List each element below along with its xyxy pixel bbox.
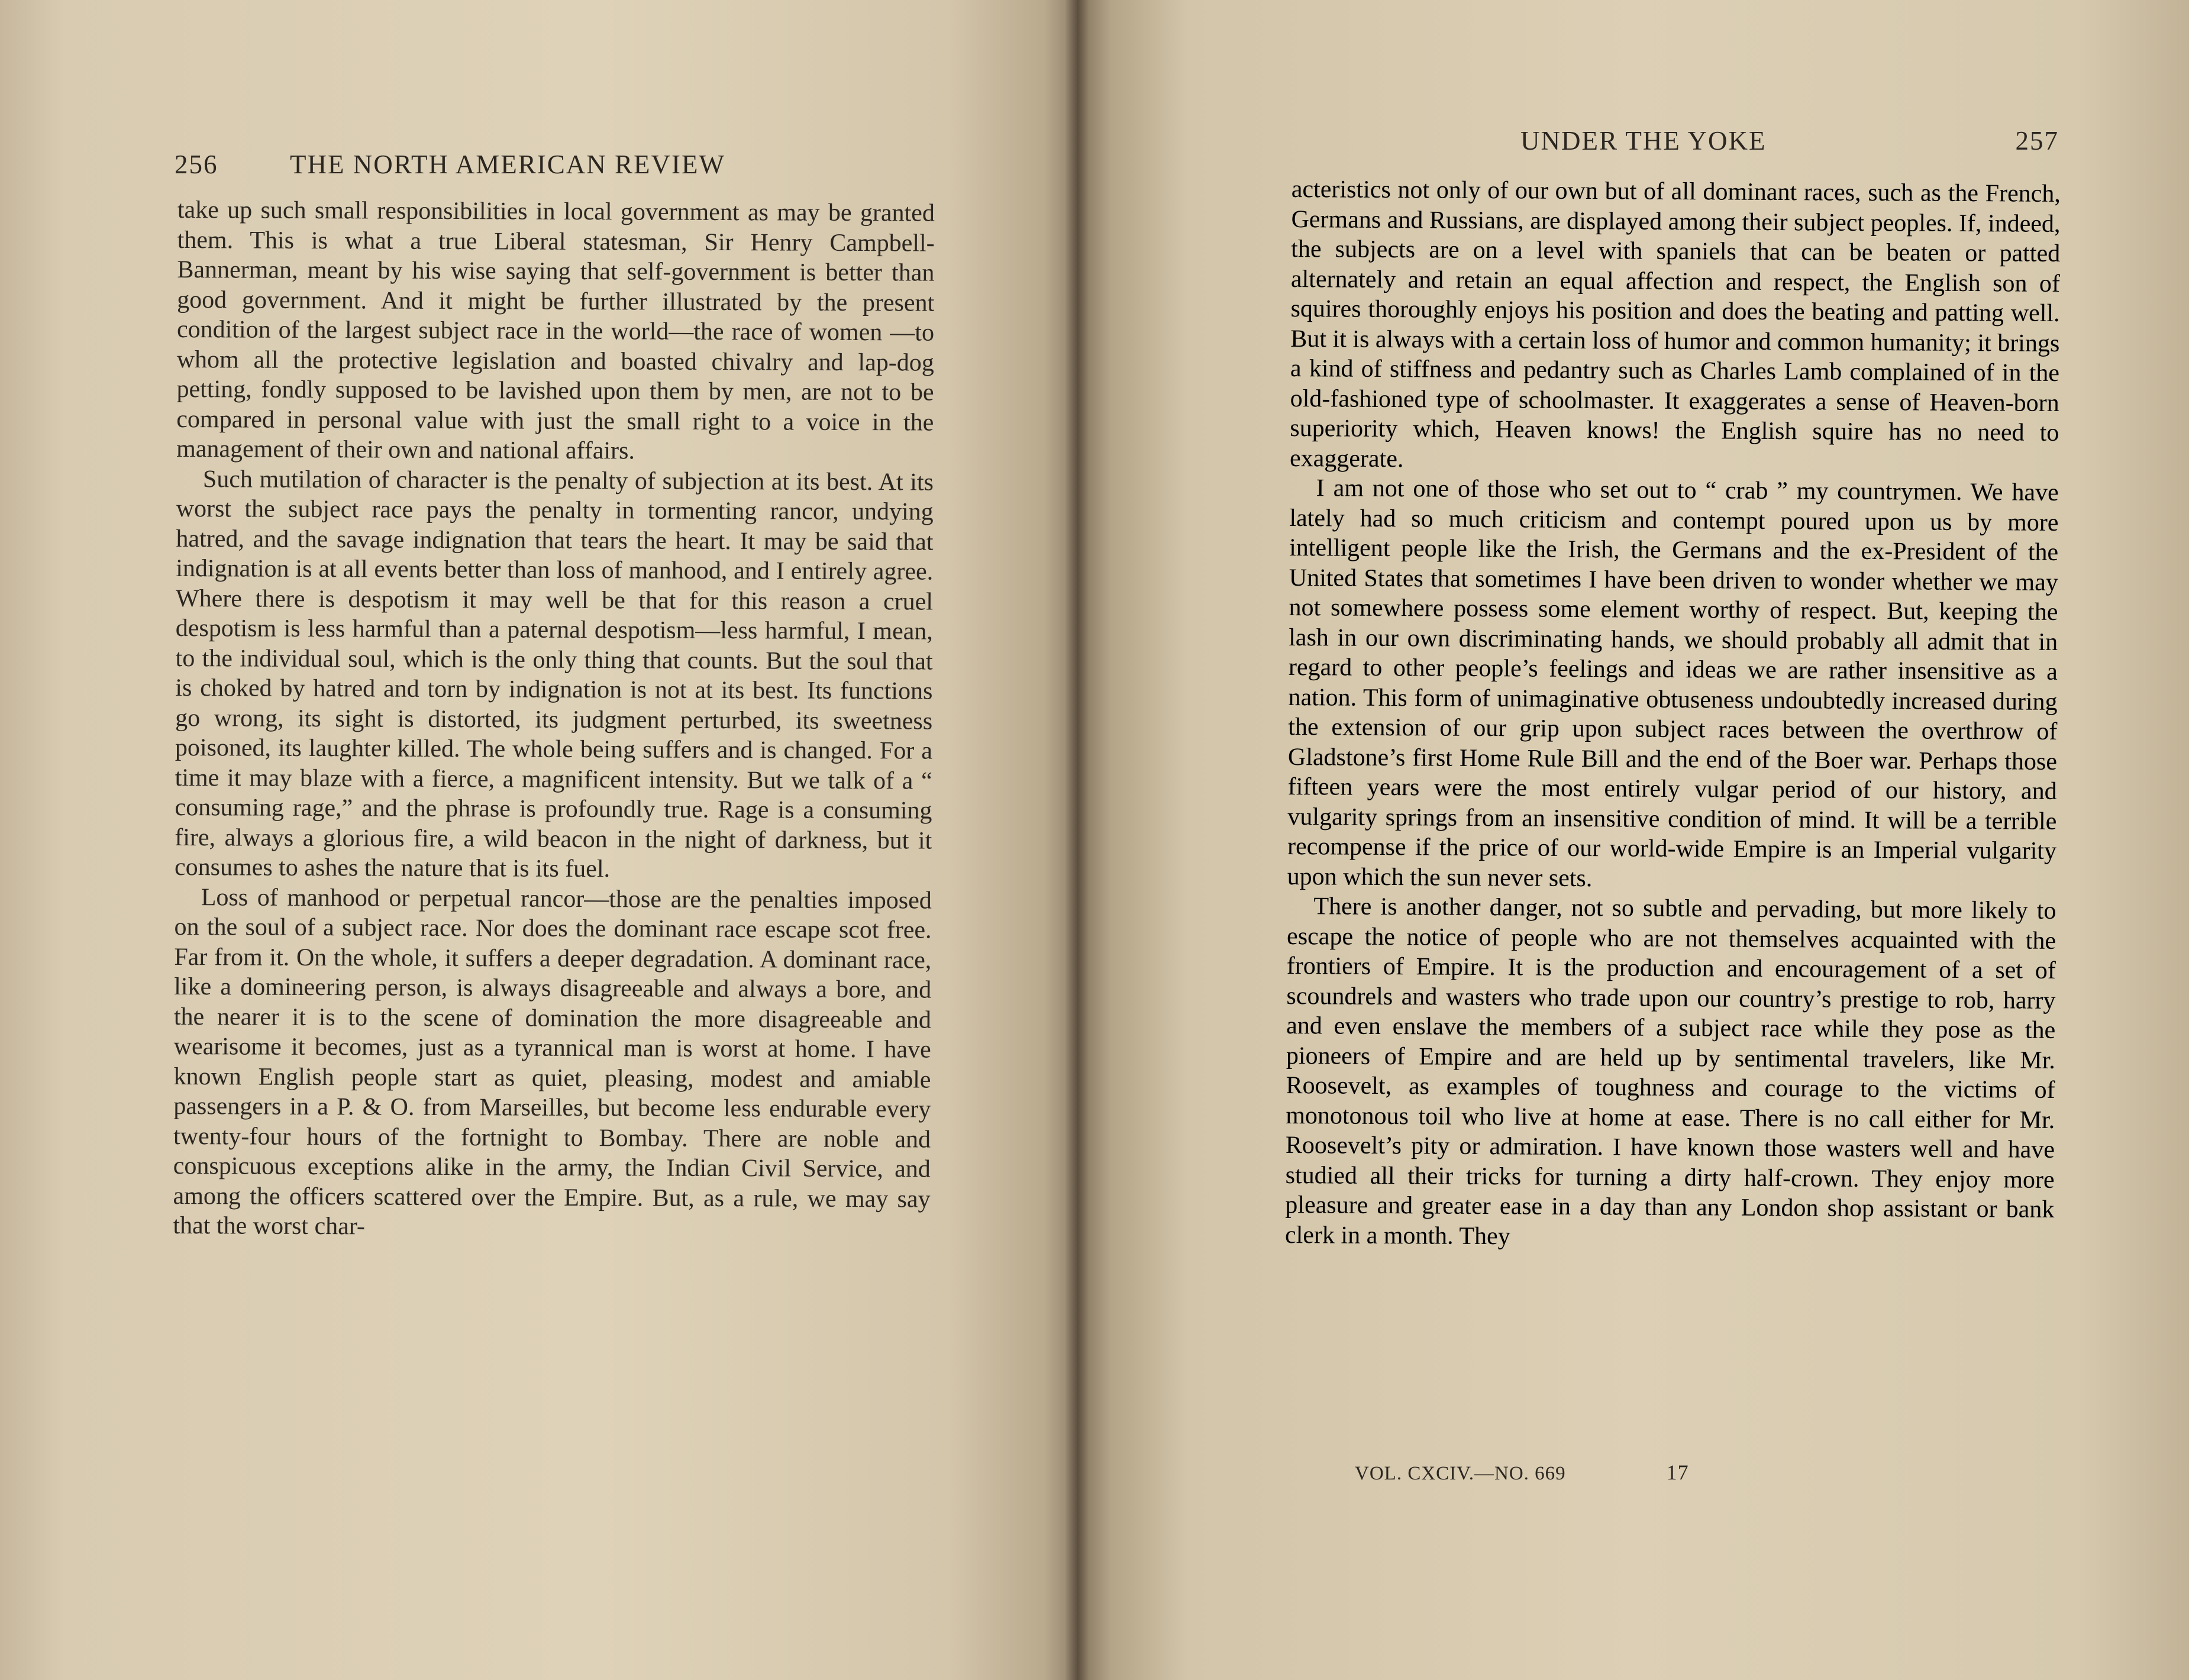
right-paragraph-3: There is another danger, not so subtle and pervading, but more likely to escape the notice of people who are not themselves acquainted with the frontiers of Empire. It is the production and encouragement of a set of scoundrels and wasters who trade upon our country’s prestige to rob, harry and even enslave the members of a subject race while they pose as the pioneers of Empire and are held up by sentimental travelers, like Mr. Roosevelt, as examples of toughness and courage to the victims of monotonous toil who live at home at ease. There is no call either for Mr. Roosevelt’s pity or admiration. I have known those wasters well and have studied all their tricks for turning a dirty half-crown. They enjoy more pleasure and greater ease in a day than any London shop assistant or bank clerk in a month. They bbox=[1284, 893, 2056, 1250]
right-page-footer bbox=[1355, 1460, 1689, 1485]
right-running-head: UNDER THE YOKE bbox=[1520, 126, 1767, 156]
right-paragraph-1: acteristics not only of our own but of all dominant races, such as the French, Germans and Russians, are displayed among their subject peoples. If, indeed, the subjects are on a level with spaniels that can be beaten or patted alternately and retain an equal affection and respect, the English son of squires thoroughly enjoys his position and does the beating and patting well. But it is always with a certain loss of humor and common humanity; it brings a kind of stiffness and pedantry such as Charles Lamb complained of in the old-fashioned type of schoolmaster. It exaggerates a sense of Heaven-born superiority which, Heaven knows! the English squire has no need to exaggerate. bbox=[1289, 175, 2061, 473]
right-page-number: 257 bbox=[2015, 126, 2059, 156]
signature-mark: 17 bbox=[1666, 1461, 1689, 1484]
left-paragraph-2: Such mutilation of character is the penalty of subjection at its best. At its worst the subject race pays the penalty in tormenting rancor, undying hatred, and the savage indignation that tears the heart. It may be said that indignation is at all events better than loss of manhood, and I entirely agree. Where there is despotism it may well be that for this reason a cruel despotism is less harmful than a paternal despotism—less harmful, I mean, to the individual soul, which is the only thing that counts. But the soul that is choked by hatred and torn by indignation is not at its best. Its functions go wrong, its sight is distorted, its judgment perturbed, its sweetness poisoned, its laughter killed. The whole being suffers and is changed. For a time it may blaze with a fierce, a magnificent intensity. But we talk of a “ consuming rage,” and the phrase is profoundly true. Rage is a consuming fire, always a glorious fire, a wild beacon in the night of darkness, but it consumes to ashes the nature that is its fuel. bbox=[174, 465, 934, 883]
left-paragraph-3: Loss of manhood or perpetual rancor—those are the penalties imposed on the soul of a subject race. Nor does the dominant race escape scot free. Far from it. On the whole, it suffers a deeper degradation. A dominant race, like a domineering person, is always disagreeable and always a bore, and the nearer it is to the scene of domination the more disagreeable and wearisome it becomes, just as a tyrannical man is worst at home. I have known English people start as quiet, pleasing, modest and amiable passengers in a P. & O. from Marseilles, but become less endurable every twenty-four hours of the fortnight to Bombay. There are noble and conspicuous exceptions alike in the army, the Indian Civil Service, and among the officers scattered over the Empire. But, as a rule, we may say that the worst char- bbox=[173, 883, 932, 1240]
left-running-header bbox=[175, 149, 944, 180]
volume-line: VOL. CXCIV.—NO. 669 bbox=[1355, 1463, 1566, 1484]
left-page-number: 256 bbox=[175, 150, 218, 179]
left-body-text bbox=[173, 195, 935, 1244]
right-paragraph-2: I am not one of those who set out to “ crab ” my countrymen. We have lately had so much criticism and contempt poured upon us by more intelligent people like the Irish, the Germans and the ex-President of the United States that sometimes I have been driven to wonder whether we may not somewhere possess some element worthy of respect. But, keeping the lash in our own discriminating hands, we should probably all admit that in regard to other people’s feelings and ideas we are rather insensitive as a nation. This form of unimaginative obtuseness undoubtedly increased during the extension of our grip upon subject races between the overthrow of Gladstone’s first Home Rule Bill and the end of the Boer war. Perhaps those fifteen years were the most entirely vulgar period of our history, and vulgarity springs from an insensitive condition of mind. It will be a terrible recompense if the price of our world-wide Empire is an Imperial vulgarity upon which the sun never sets. bbox=[1287, 474, 2059, 892]
right-body-text bbox=[1285, 175, 2061, 1255]
left-page bbox=[0, 0, 1077, 1680]
left-paragraph-1: take up such small responsibilities in local government as may be granted them. This is what a true Liberal statesman, Sir Henry Campbell-Bannerman, meant by his wise saying that self-government is better than good government. And it might be further illustrated by the present condition of the largest subject race in the world—the race of women —to whom all the protective legislation and boasted chivalry and lap-dog petting, fondly supposed to be lavished upon them by men, are not to be compared in personal value with just the small right to a voice in the management of their own and national affairs. bbox=[176, 196, 935, 465]
left-running-head: THE NORTH AMERICAN REVIEW bbox=[290, 150, 725, 179]
book-gutter bbox=[1065, 0, 1089, 1680]
